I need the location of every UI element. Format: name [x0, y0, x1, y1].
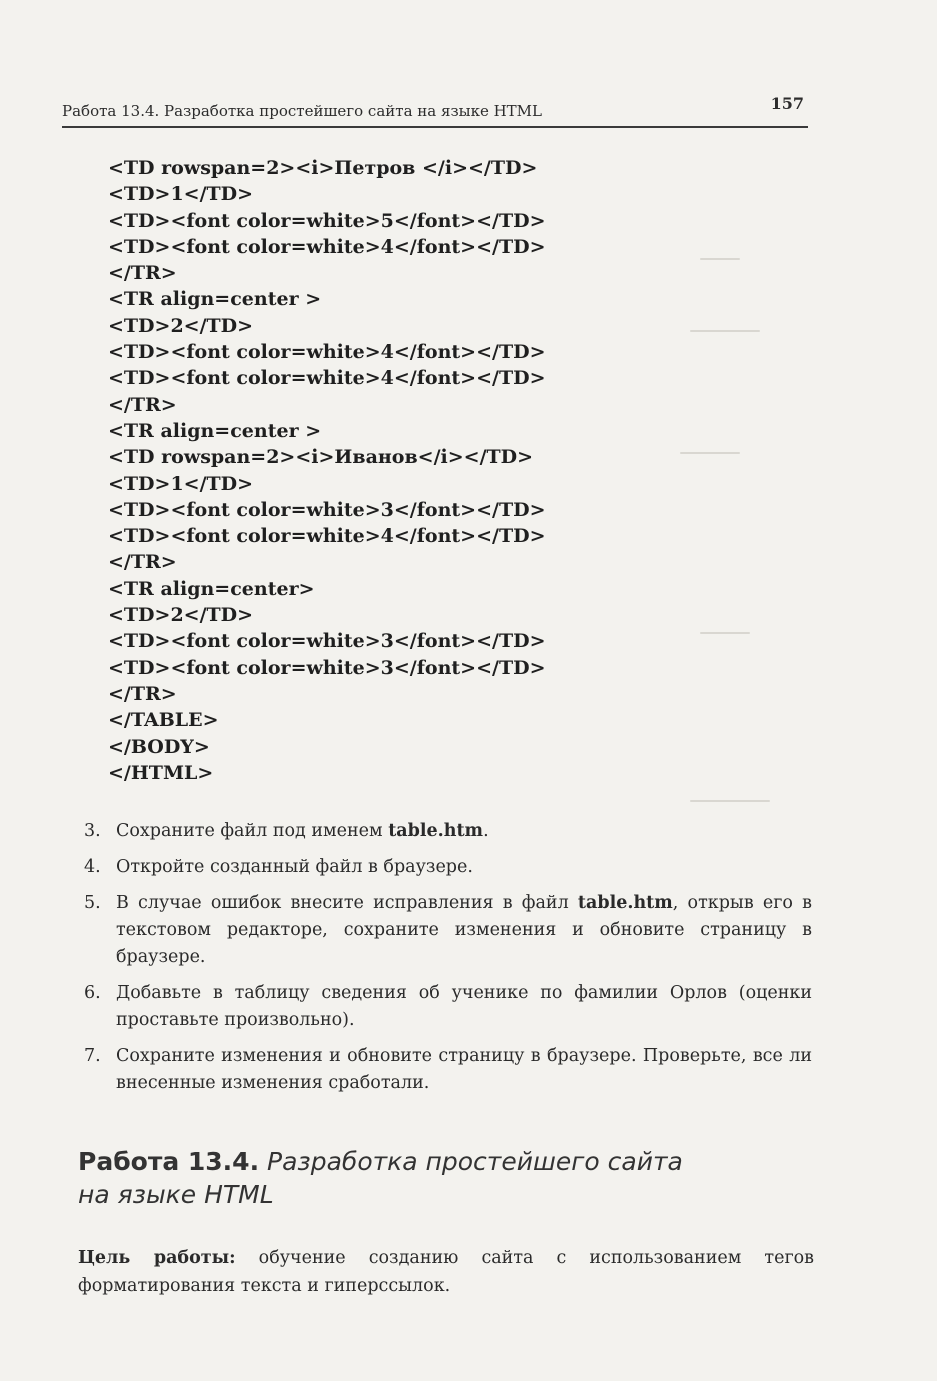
code-line: </HTML> [108, 761, 214, 784]
step-text-part: , открыв его в текстовом редакторе, сохраните изменения и обновите страницу в браузере. [116, 893, 812, 967]
step-text-part: Сохраните файл под именем [116, 821, 389, 841]
step-text [116, 980, 812, 1034]
section-heading [78, 1145, 778, 1211]
step-text [116, 1043, 812, 1097]
code-line: </BODY> [108, 735, 210, 758]
goal-text: обучение созданию сайта с использованием тегов форматирования текста и гиперссылок. [78, 1247, 815, 1296]
page-number: 157 [770, 94, 804, 113]
step-text-part: Сохраните изменения и обновите страницу в браузере. Проверьте, все ли внесенные изменения сработали. [116, 1046, 812, 1093]
step-number: 3. [84, 821, 101, 841]
code-line: </TR> [108, 551, 177, 574]
goal-label: Цель работы: [78, 1247, 236, 1268]
code-line: </TR> [108, 393, 177, 416]
code-line: <TD>2</TD> [108, 314, 254, 337]
code-listing [108, 155, 546, 786]
step-item [84, 818, 812, 845]
code-line: <TR align=center > [108, 419, 322, 442]
bleed-through-mark [700, 258, 740, 260]
code-line: <TD>1</TD> [108, 472, 254, 495]
step-text-part: Откройте созданный файл в браузере. [116, 857, 473, 877]
code-line: <TD>1</TD> [108, 183, 254, 206]
running-header [62, 92, 808, 128]
step-text-part: . [483, 821, 489, 841]
bleed-through-mark [680, 452, 740, 454]
step-text-part: В случае ошибок внесите исправления в файл [116, 893, 578, 913]
step-filename: table.htm [577, 893, 673, 913]
section-title-line2: на языке HTML [78, 1180, 274, 1209]
bleed-through-mark [690, 800, 770, 802]
step-text [116, 854, 812, 881]
bleed-through-mark [690, 330, 760, 332]
step-item [84, 890, 812, 971]
step-number: 5. [84, 893, 101, 913]
steps-list [84, 818, 812, 1106]
code-line: </TR> [108, 682, 177, 705]
step-number: 6. [84, 983, 101, 1003]
goal-paragraph [78, 1244, 814, 1300]
code-line: <TD><font color=white>4</font></TD> [108, 525, 546, 548]
code-line: <TD rowspan=2><i>Иванов</i></TD> [108, 446, 534, 469]
code-line: <TD><font color=white>4</font></TD> [108, 367, 546, 390]
code-line: <TD><font color=white>5</font></TD> [108, 209, 546, 232]
code-line: <TR align=center> [108, 577, 315, 600]
code-line: <TR align=center > [108, 288, 322, 311]
step-text [116, 890, 812, 971]
step-text-part: Добавьте в таблицу сведения об ученике по фамилии Орлов (оценки проставьте произвольно). [116, 983, 812, 1030]
running-title: Работа 13.4. Разработка простейшего сайта на языке HTML [62, 102, 542, 120]
step-item [84, 854, 812, 881]
code-line: <TD><font color=white>3</font></TD> [108, 498, 546, 521]
section-title-line1: Разработка простейшего сайта [267, 1147, 683, 1176]
code-line: <TD><font color=white>4</font></TD> [108, 235, 546, 258]
step-text [116, 818, 812, 845]
code-line: <TD>2</TD> [108, 604, 254, 627]
code-line: <TD><font color=white>4</font></TD> [108, 341, 546, 364]
bleed-through-mark [700, 632, 750, 634]
step-item [84, 1043, 812, 1097]
step-filename: table.htm [388, 821, 484, 841]
code-line: </TABLE> [108, 709, 219, 732]
code-line: <TD><font color=white>3</font></TD> [108, 656, 546, 679]
step-number: 4. [84, 857, 101, 877]
code-line: </TR> [108, 262, 177, 285]
step-number: 7. [84, 1046, 101, 1066]
code-line: <TD rowspan=2><i>Петров </i></TD> [108, 157, 538, 179]
step-item [84, 980, 812, 1034]
code-line: <TD><font color=white>3</font></TD> [108, 630, 546, 653]
section-number: Работа 13.4. [78, 1147, 260, 1176]
